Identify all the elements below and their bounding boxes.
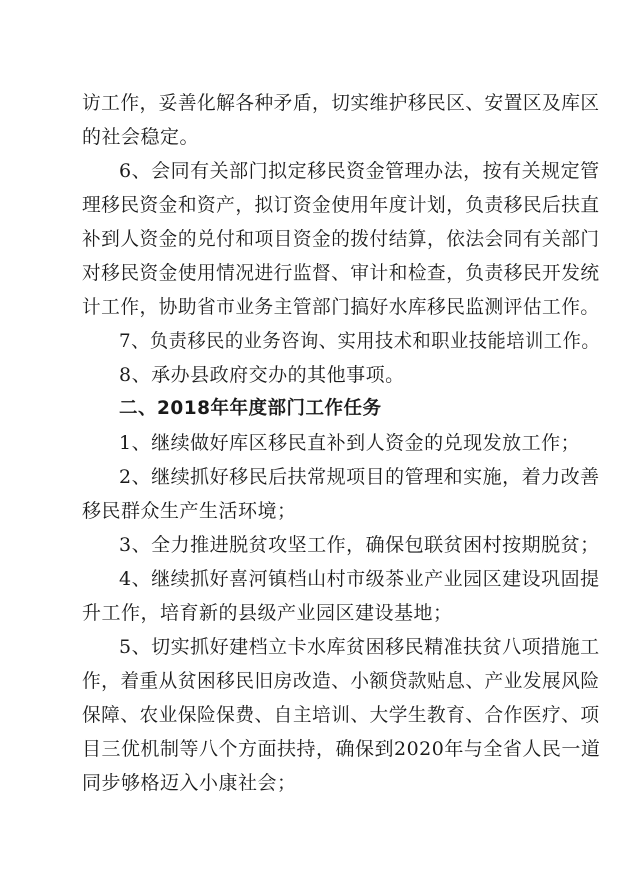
paragraph-line: 1、继续做好库区移民直补到人资金的兑现发放工作； xyxy=(119,432,581,454)
paragraph-line: 3、全力推进脱贫攻坚工作，确保包联贫困村按期脱贫； xyxy=(119,534,600,556)
paragraph-line: 5、切实抓好建档立卡水库贫困移民精准扶贫八项措施工 xyxy=(119,636,600,658)
paragraph-line: 2、继续抓好移民后扶常规项目的管理和实施，着力改善 xyxy=(119,466,600,488)
paragraph-line: 补到人资金的兑付和项目资金的拨付结算，依法会同有关部门 xyxy=(82,228,600,250)
paragraph-line: 同步够格迈入小康社会； xyxy=(82,772,297,794)
section-heading: 二、2018年年度部门工作任务 xyxy=(119,398,382,419)
paragraph-line: 移民群众生产生活环境； xyxy=(82,500,297,522)
paragraph-line: 访工作，妥善化解各种矛盾，切实维护移民区、安置区及库区 xyxy=(82,92,600,114)
paragraph-line: 理移民资金和资产，拟订资金使用年度计划，负责移民后扶直 xyxy=(82,194,600,216)
paragraph-line: 8、承办县政府交办的其他事项。 xyxy=(119,364,405,386)
paragraph-line: 目三优机制等八个方面扶持，确保到2020年与全省人民一道 xyxy=(82,738,601,760)
paragraph-line: 7、负责移民的业务咨询、实用技术和职业技能培训工作。 xyxy=(119,330,601,352)
paragraph-line: 计工作，协助省市业务主管部门搞好水库移民监测评估工作。 xyxy=(82,296,600,318)
paragraph-line: 4、继续抓好喜河镇档山村市级茶业产业园区建设巩固提 xyxy=(119,568,600,590)
paragraph-line: 保障、农业保险保费、自主培训、大学生教育、合作医疗、项 xyxy=(82,704,600,726)
paragraph-line: 作，着重从贫困移民旧房改造、小额贷款贴息、产业发展风险 xyxy=(82,670,600,692)
paragraph-line: 6、会同有关部门拟定移民资金管理办法，按有关规定管 xyxy=(119,160,600,182)
paragraph-line: 对移民资金使用情况进行监督、审计和检查，负责移民开发统 xyxy=(82,262,600,284)
paragraph-line: 升工作，培育新的县级产业园区建设基地； xyxy=(82,602,453,624)
paragraph-line: 的社会稳定。 xyxy=(82,126,200,148)
